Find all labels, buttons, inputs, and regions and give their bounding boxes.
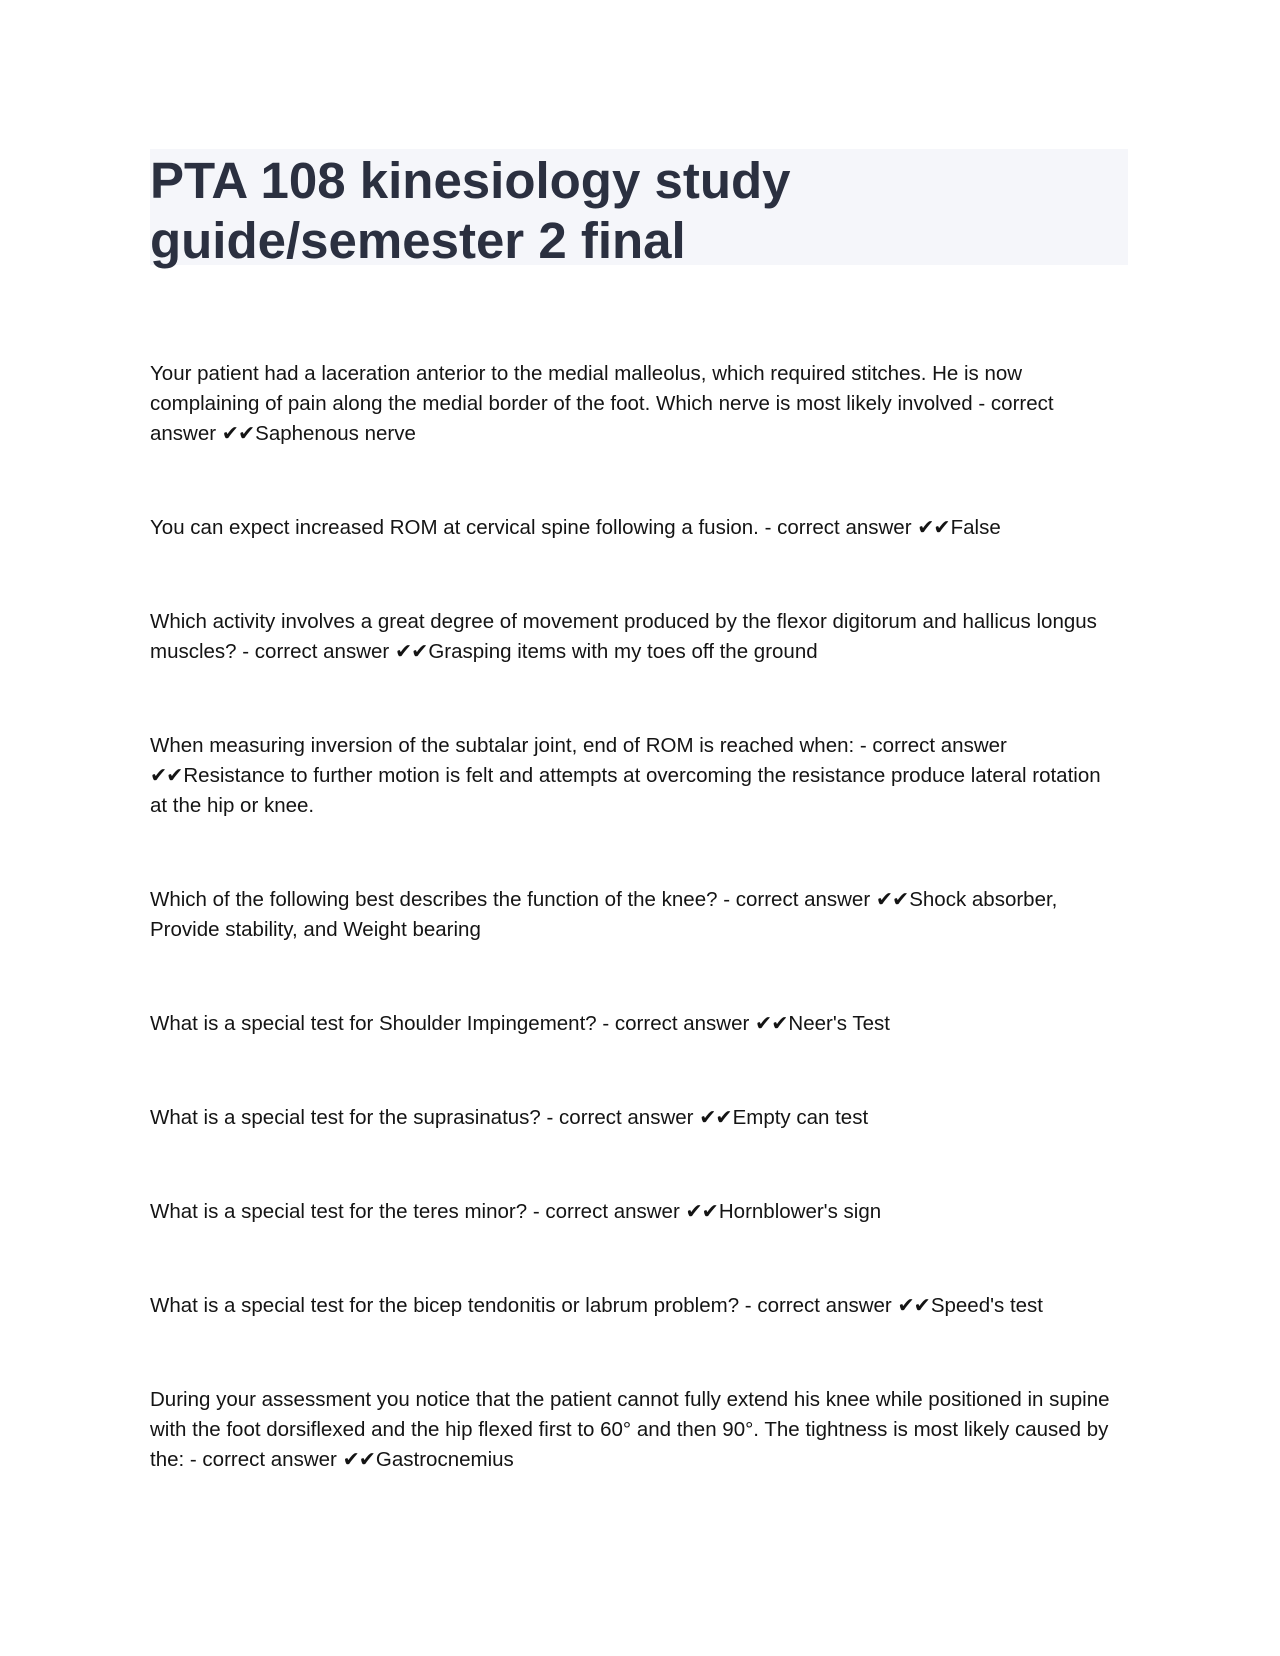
answer-separator: - correct answer: [854, 734, 1007, 757]
check-icon: ✔✔: [875, 888, 909, 911]
answer-text: Resistance to further motion is felt and attempts at overcoming the resistance produce lateral rotation at the hip or knee.: [150, 764, 1101, 817]
check-icon: ✔✔: [897, 1294, 930, 1317]
question-text: Your patient had a laceration anterior to the medial malleolus, which required stitches. He is now complaining of pain along the medial border of the foot. Which nerve is most likely involved: [150, 362, 1023, 415]
answer-separator: - correct answer: [540, 1106, 700, 1129]
answer-separator: - correct answer: [527, 1200, 686, 1223]
answer-separator: - correct answer: [758, 516, 918, 539]
qa-item: [150, 359, 1110, 449]
qa-item: [150, 1197, 1110, 1227]
question-text: What is a special test for the suprasinatus?: [150, 1106, 541, 1129]
check-icon: ✔✔: [221, 422, 255, 445]
answer-text: Saphenous nerve: [255, 422, 416, 445]
question-text: During your assessment you notice that the patient cannot fully extend his knee while positioned in supine with the foot dorsiflexed and the hip flexed first to 60° and then 90°. The tightness is most likely caused by the:: [150, 1388, 1110, 1471]
check-icon: ✔✔: [342, 1448, 375, 1471]
check-icon: ✔✔: [685, 1200, 718, 1223]
answer-text: Grasping items with my toes off the ground: [428, 640, 818, 663]
answer-text: Shock absorber, Provide stability, and Weight bearing: [150, 888, 1058, 941]
answer-separator: - correct answer: [717, 888, 876, 911]
qa-item: [150, 1385, 1110, 1475]
question-text: When measuring inversion of the subtalar joint, end of ROM is reached when:: [150, 734, 855, 757]
question-text: What is a special test for the teres minor?: [150, 1200, 528, 1223]
question-text: What is a special test for Shoulder Impingement?: [150, 1012, 597, 1035]
qa-item: [150, 607, 1110, 667]
title-banner: [150, 149, 1128, 269]
qa-item: [150, 1291, 1110, 1321]
question-text: Which of the following best describes the function of the knee?: [150, 888, 718, 911]
answer-text: False: [950, 516, 1001, 539]
answer-separator: - correct answer: [150, 392, 1054, 445]
answer-text: Neer's Test: [788, 1012, 890, 1035]
answer-text: Gastrocnemius: [375, 1448, 514, 1471]
answer-text: Empty can test: [732, 1106, 869, 1129]
question-text: What is a special test for the bicep tendonitis or labrum problem?: [150, 1294, 740, 1317]
check-icon: ✔✔: [150, 764, 183, 787]
answer-text: Speed's test: [930, 1294, 1044, 1317]
answer-separator: - correct answer: [596, 1012, 756, 1035]
answer-separator: - correct answer: [739, 1294, 898, 1317]
qa-item: [150, 513, 1110, 543]
check-icon: ✔✔: [394, 640, 428, 663]
check-icon: ✔✔: [699, 1106, 732, 1129]
answer-separator: - correct answer: [236, 640, 395, 663]
check-icon: ✔✔: [917, 516, 950, 539]
qa-item: [150, 885, 1110, 945]
answer-separator: - correct answer: [184, 1448, 343, 1471]
qa-item: [150, 731, 1110, 821]
answer-text: Hornblower's sign: [718, 1200, 882, 1223]
qa-item: [150, 1103, 1110, 1133]
qa-list: [150, 359, 1110, 1475]
question-text: You can expect increased ROM at cervical spine following a fusion.: [150, 516, 759, 539]
question-text: Which activity involves a great degree of movement produced by the flexor digitorum and hallicus longus muscles?: [150, 610, 1097, 663]
document-title: PTA 108 kinesiology study guide/semester 2 final: [150, 152, 791, 269]
qa-item: [150, 1009, 1110, 1039]
check-icon: ✔✔: [755, 1012, 788, 1035]
